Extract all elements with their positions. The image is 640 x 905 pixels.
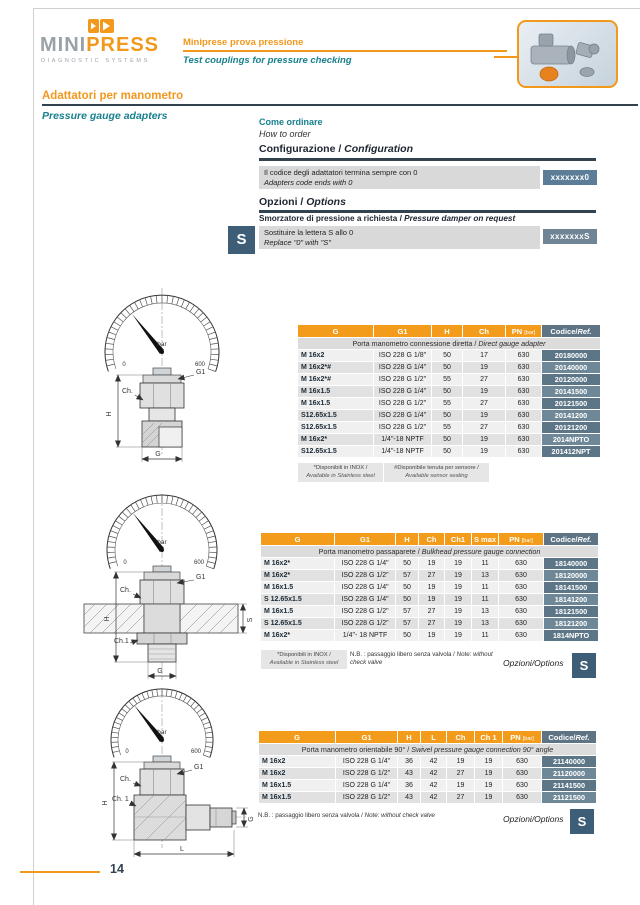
damper-title-italian: Smorzatore di pressione a richiesta / <box>259 214 402 223</box>
cell-thread: M 16x2* <box>261 630 334 641</box>
dim-g-label: G <box>248 816 255 822</box>
cell-value: 630 <box>506 422 541 433</box>
cell-thread: M 16x2 <box>259 756 335 767</box>
footnote-sensor-english: Available sensor sealing <box>405 472 468 479</box>
dim-g-label: G <box>155 451 161 458</box>
table-row <box>298 386 600 397</box>
dim-ch1-label: Ch.1 <box>114 638 129 645</box>
product-photo <box>517 20 618 88</box>
cell-value: 50 <box>396 582 418 593</box>
cell-value: 42 <box>421 768 446 779</box>
cell-value: 11 <box>472 582 498 593</box>
column-header: L <box>421 731 446 743</box>
cell-value: 630 <box>506 410 541 421</box>
configuration-note-italian: Il codice degli adattatori termina sempre con 0 <box>264 168 418 177</box>
column-header: PN [bar] <box>503 731 541 743</box>
column-header: Ch <box>447 731 474 743</box>
note-without-check-valve-2 <box>258 812 518 820</box>
column-header: G <box>261 533 334 545</box>
configuration-underline <box>259 158 596 161</box>
dial-unit-label: bar <box>157 341 167 348</box>
cell-thread: S 12.65x1.5 <box>261 618 334 629</box>
cell-thread: M 16x2 <box>259 768 335 779</box>
dim-l-label: L <box>180 846 184 853</box>
cell-value: ISO 228 G 1/4" <box>374 410 431 421</box>
cell-thread: M 16x2* <box>298 434 373 445</box>
note-without-check-valve <box>350 651 500 667</box>
dial-unit-label: bar <box>157 539 167 546</box>
damper-title-english: Pressure damper on request <box>404 214 516 223</box>
cell-value: 17 <box>463 350 505 361</box>
cell-value: 630 <box>503 792 541 803</box>
cell-value: ISO 228 G 1/2" <box>336 792 397 803</box>
cell-thread: M 16x2* <box>261 570 334 581</box>
cell-value: 36 <box>398 780 420 791</box>
drawing-direct-gauge-adapter <box>50 278 262 489</box>
column-header: G <box>298 325 373 337</box>
cell-value: ISO 228 G 1/4" <box>336 756 397 767</box>
cell-value: 50 <box>432 386 462 397</box>
cell-value: 630 <box>506 362 541 373</box>
cell-value: 19 <box>445 558 471 569</box>
page-title-english: Pressure gauge adapters <box>42 110 168 122</box>
column-header: Codice/Ref. <box>542 325 600 337</box>
table-row <box>298 350 600 361</box>
dim-h-label: H <box>102 800 109 806</box>
dial-max-label: 600 <box>193 560 205 566</box>
how-to-order-english: How to order <box>259 129 311 139</box>
cell-code: 20121500 <box>542 398 600 409</box>
title-underline <box>42 104 638 106</box>
cell-code: 21121500 <box>542 792 596 803</box>
cell-value: ISO 228 G 1/2" <box>374 422 431 433</box>
column-header: Ch1 <box>445 533 471 545</box>
options-title-italian: Opzioni / <box>259 196 304 208</box>
table-row <box>261 618 598 629</box>
nb-italian: N.B. : passaggio libero senza valvola / <box>350 651 455 658</box>
cell-value: 19 <box>475 768 502 779</box>
column-header: H <box>398 731 420 743</box>
cell-value: 630 <box>506 434 541 445</box>
cell-value: 19 <box>445 606 471 617</box>
cell-value: ISO 228 G 1/2" <box>374 374 431 385</box>
table-row <box>298 446 600 457</box>
table-row <box>259 768 596 779</box>
cell-value: ISO 228 G 1/2" <box>336 768 397 779</box>
nb-italian: N.B. : passaggio libero senza valvola / <box>258 812 363 819</box>
cell-value: 55 <box>432 398 462 409</box>
cell-value: 36 <box>398 756 420 767</box>
options-note-box <box>259 226 540 249</box>
cell-value: 27 <box>463 398 505 409</box>
cell-code: 20140000 <box>542 362 600 373</box>
cell-value: 27 <box>447 768 474 779</box>
table-row <box>298 410 600 421</box>
cell-value: ISO 228 G 1/4" <box>336 780 397 791</box>
footnote-sensor-italian: #Disponibile tenuta per sensore / <box>394 465 479 471</box>
cell-value: 43 <box>398 792 420 803</box>
cell-thread: M 16x1.5 <box>298 386 373 397</box>
dial-min-label: 0 <box>125 749 129 755</box>
table-row <box>298 362 600 373</box>
cell-thread: M 16x1.5 <box>261 606 334 617</box>
cell-code: 20141500 <box>542 386 600 397</box>
cell-value: 11 <box>472 594 498 605</box>
photo-connector-line <box>494 56 517 58</box>
table-subtitle: Porta manometro orientabile 90° / Swivel pressure gauge connection 90° angle <box>259 744 596 755</box>
cell-code: 18141200 <box>544 594 598 605</box>
cell-value: 50 <box>396 558 418 569</box>
cell-code: 201412NPT <box>542 446 600 457</box>
cell-thread: M 16x2* <box>261 558 334 569</box>
page-border-left <box>33 8 34 905</box>
cell-code: 20120000 <box>542 374 600 385</box>
cell-thread: S12.65x1.5 <box>298 446 373 457</box>
cell-thread: S 12.65x1.5 <box>261 594 334 605</box>
cell-value: ISO 228 G 1/2" <box>335 570 395 581</box>
cell-value: 19 <box>463 362 505 373</box>
cell-code: 21120000 <box>542 768 596 779</box>
dim-ch-label: Ch. <box>122 388 133 395</box>
options-title-english: Options <box>306 196 346 208</box>
dim-g1-label: G1 <box>196 574 206 581</box>
cell-value: ISO 228 G 1/2" <box>335 606 395 617</box>
cell-value: 630 <box>503 768 541 779</box>
dim-ch1-label: Ch. 1 <box>112 796 129 803</box>
cell-thread: M 16x1.5 <box>259 780 335 791</box>
cell-value: ISO 228 G 1/4" <box>374 386 431 397</box>
cell-value: ISO 228 G 1/4" <box>335 558 395 569</box>
cell-value: 50 <box>396 594 418 605</box>
cell-value: 19 <box>445 582 471 593</box>
cell-value: 630 <box>499 618 543 629</box>
tagline-italian: Miniprese prova pressione <box>183 37 304 48</box>
cell-value: ISO 228 G 1/2" <box>335 618 395 629</box>
configuration-note-box <box>259 166 540 189</box>
footnote-inox <box>298 463 383 482</box>
cell-value: 50 <box>432 434 462 445</box>
table-swivel-adapter <box>258 730 597 804</box>
table-row <box>298 374 600 385</box>
tagline-english: Test couplings for pressure checking <box>183 55 352 66</box>
table-row <box>261 630 598 641</box>
cell-value: ISO 228 G 1/4" <box>335 594 395 605</box>
cell-value: 55 <box>432 374 462 385</box>
cell-value: 19 <box>447 756 474 767</box>
cell-code: 18141500 <box>544 582 598 593</box>
cell-value: 19 <box>475 756 502 767</box>
cell-value: 630 <box>499 630 543 641</box>
configuration-note-english: Adapters code ends with 0 <box>264 177 353 187</box>
cell-value: 57 <box>396 606 418 617</box>
cell-value: 630 <box>499 594 543 605</box>
cell-value: 19 <box>419 558 444 569</box>
dial-max-label: 600 <box>190 749 202 755</box>
cell-code: 21141500 <box>542 780 596 791</box>
cell-value: 43 <box>398 768 420 779</box>
cell-value: 27 <box>419 618 444 629</box>
cell-value: 19 <box>445 630 471 641</box>
table-row <box>259 792 596 803</box>
options-label-3: Opzioni/Options <box>503 814 564 824</box>
cell-value: 630 <box>499 558 543 569</box>
brand-name <box>40 34 159 57</box>
column-header: H <box>432 325 462 337</box>
cell-value: ISO 228 G 1/4" <box>335 582 395 593</box>
cell-value: 19 <box>475 780 502 791</box>
cell-code: 20141200 <box>542 410 600 421</box>
cell-value: 13 <box>472 570 498 581</box>
footer-rule <box>20 871 100 873</box>
cell-value: 19 <box>445 618 471 629</box>
footnote-inox-italian: *Disponibili in INOX / <box>313 465 368 471</box>
cell-value: 27 <box>447 792 474 803</box>
dim-s-label: S <box>247 617 254 623</box>
cell-value: 19 <box>419 582 444 593</box>
cell-value: 42 <box>421 792 446 803</box>
cell-value: 630 <box>506 386 541 397</box>
table-direct-gauge-adapter <box>297 324 601 458</box>
page-number: 14 <box>110 862 124 876</box>
option-s-box-2: S <box>572 653 596 678</box>
tagline-divider <box>183 50 507 52</box>
cell-value: 1/4"-18 NPTF <box>374 446 431 457</box>
cell-value: ISO 228 G 1/2" <box>374 398 431 409</box>
cell-value: 19 <box>419 630 444 641</box>
cell-value: 630 <box>506 446 541 457</box>
configuration-title-italian: Configurazione / <box>259 143 342 155</box>
cell-value: 630 <box>506 374 541 385</box>
brand-name-mini: MINI <box>40 34 87 56</box>
table-subtitle: Porta manometro passaparete / Bulkhead pressure gauge connection <box>261 546 598 557</box>
cell-thread: M 16x1.5 <box>261 582 334 593</box>
column-header: PN [bar] <box>506 325 541 337</box>
cell-value: 55 <box>432 422 462 433</box>
cell-value: 19 <box>463 434 505 445</box>
column-header: G <box>259 731 335 743</box>
cell-value: 630 <box>499 606 543 617</box>
footnote-inox-english: Available in Stainless steel <box>269 659 339 666</box>
cell-value: 50 <box>432 446 462 457</box>
cell-value: 13 <box>472 606 498 617</box>
dim-g-label: G <box>157 668 163 675</box>
cell-value: 19 <box>445 570 471 581</box>
table-subtitle: Porta manometro connessione diretta / Direct gauge adapter <box>298 338 600 349</box>
gauge-needle <box>134 705 164 742</box>
configuration-code-badge: xxxxxxx0 <box>543 170 597 185</box>
drawing-swivel-adapter <box>50 686 262 869</box>
dial-min-label: 0 <box>123 560 127 566</box>
cell-thread: S12.65x1.5 <box>298 410 373 421</box>
brand-icon <box>88 18 114 34</box>
cell-value: 42 <box>421 756 446 767</box>
cell-value: 630 <box>506 350 541 361</box>
dim-ch-label: Ch. <box>120 587 131 594</box>
table-row <box>261 558 598 569</box>
options-label-2: Opzioni/Options <box>503 658 564 668</box>
cell-code: 18121200 <box>544 618 598 629</box>
table-row <box>261 570 598 581</box>
column-header: G1 <box>336 731 397 743</box>
cell-code: 18140000 <box>544 558 598 569</box>
dim-g1-label: G1 <box>194 764 204 771</box>
cell-value: 630 <box>503 780 541 791</box>
column-header: H <box>396 533 418 545</box>
cell-value: 19 <box>463 386 505 397</box>
how-to-order-italian: Come ordinare <box>259 117 323 127</box>
cell-value: 27 <box>463 422 505 433</box>
brand-subtitle: DIAGNOSTIC SYSTEMS <box>41 58 150 64</box>
nb-english: Note: without check valve <box>350 651 493 666</box>
cell-value: 630 <box>506 398 541 409</box>
cell-value: 1/4"- 18 NPTF <box>335 630 395 641</box>
column-header: Codice/Ref. <box>542 731 596 743</box>
dial-min-label: 0 <box>122 362 126 368</box>
cell-value: 19 <box>475 792 502 803</box>
table-bulkhead-adapter <box>260 532 599 642</box>
footnote-sensor <box>384 463 489 482</box>
cell-thread: M 16x2*# <box>298 362 373 373</box>
cell-value: 50 <box>432 410 462 421</box>
table-row <box>259 756 596 767</box>
table-row <box>259 780 596 791</box>
column-header: G1 <box>374 325 431 337</box>
cell-thread: M 16x2*# <box>298 374 373 385</box>
cell-thread: S12.65x1.5 <box>298 422 373 433</box>
cell-code: 20180000 <box>542 350 600 361</box>
cell-value: 50 <box>432 350 462 361</box>
cell-value: 19 <box>463 446 505 457</box>
column-header: Ch <box>463 325 505 337</box>
cell-value: 1/4"-18 NPTF <box>374 434 431 445</box>
table-row <box>261 582 598 593</box>
options-code-badge: xxxxxxxS <box>543 229 597 244</box>
cell-value: 630 <box>499 582 543 593</box>
cell-code: 2014NPTO <box>542 434 600 445</box>
configuration-title-english: Configuration <box>344 143 413 155</box>
gauge-needle <box>132 314 164 354</box>
table-row <box>298 398 600 409</box>
cell-value: 630 <box>499 570 543 581</box>
cell-value: 27 <box>419 570 444 581</box>
cell-code: 1814NPTO <box>544 630 598 641</box>
options-section-title <box>259 196 346 208</box>
dim-h-label: H <box>104 616 111 622</box>
cell-value: 11 <box>472 558 498 569</box>
cell-value: ISO 228 G 1/4" <box>374 362 431 373</box>
options-note-italian: Sostituire la lettera S allo 0 <box>264 228 354 237</box>
cell-value: 57 <box>396 618 418 629</box>
footnote-inox-italian: *Disponibili in INOX / <box>277 652 331 658</box>
cell-value: 42 <box>421 780 446 791</box>
cell-value: 50 <box>432 362 462 373</box>
cell-thread: M 16x1.5 <box>259 792 335 803</box>
table-row <box>261 606 598 617</box>
page-border-top <box>33 8 640 9</box>
configuration-section-title <box>259 143 413 155</box>
page-title-italian: Adattatori per manometro <box>42 90 184 102</box>
cell-value: 19 <box>447 780 474 791</box>
cell-value: 11 <box>472 630 498 641</box>
column-header: PN [bar] <box>499 533 543 545</box>
cell-value: ISO 228 G 1/8" <box>374 350 431 361</box>
cell-value: 50 <box>396 630 418 641</box>
cell-thread: M 16x2 <box>298 350 373 361</box>
options-note-english: Replace "0" with "S" <box>264 237 331 247</box>
table-row <box>261 594 598 605</box>
table-row <box>298 434 600 445</box>
brand-name-press: PRESS <box>86 34 160 56</box>
dial-max-label: 600 <box>194 362 206 368</box>
dial-unit-label: bar <box>157 729 167 736</box>
option-s-box: S <box>228 226 255 254</box>
column-header: Ch 1 <box>475 731 502 743</box>
cell-value: 19 <box>445 594 471 605</box>
column-header: Codice/Ref. <box>544 533 598 545</box>
nb-english: Note: without check valve <box>364 812 435 819</box>
cell-value: 27 <box>419 606 444 617</box>
cell-thread: M 16x1.5 <box>298 398 373 409</box>
column-header: G1 <box>335 533 395 545</box>
footnote-inox-english: Available in Stainless steel <box>306 472 375 479</box>
dim-h-label: H <box>106 411 113 417</box>
table-row <box>298 422 600 433</box>
gauge-needle <box>133 513 164 552</box>
options-underline <box>259 210 596 213</box>
cell-value: 19 <box>463 410 505 421</box>
cell-code: 20121200 <box>542 422 600 433</box>
option-s-box-3: S <box>570 809 594 834</box>
cell-value: 57 <box>396 570 418 581</box>
cell-value: 27 <box>463 374 505 385</box>
dim-g1-label: G1 <box>196 369 206 376</box>
cell-code: 18121500 <box>544 606 598 617</box>
drawing-bulkhead-adapter <box>50 488 262 693</box>
dim-ch-label: Ch. <box>120 776 131 783</box>
cell-code: 21140000 <box>542 756 596 767</box>
cell-value: 630 <box>503 756 541 767</box>
column-header: S max <box>473 534 497 544</box>
cell-value: 19 <box>419 594 444 605</box>
column-header: Ch <box>419 533 444 545</box>
damper-title <box>259 214 515 223</box>
footnote-inox-2 <box>261 650 347 669</box>
cell-value: 13 <box>472 618 498 629</box>
cell-code: 18120000 <box>544 570 598 581</box>
